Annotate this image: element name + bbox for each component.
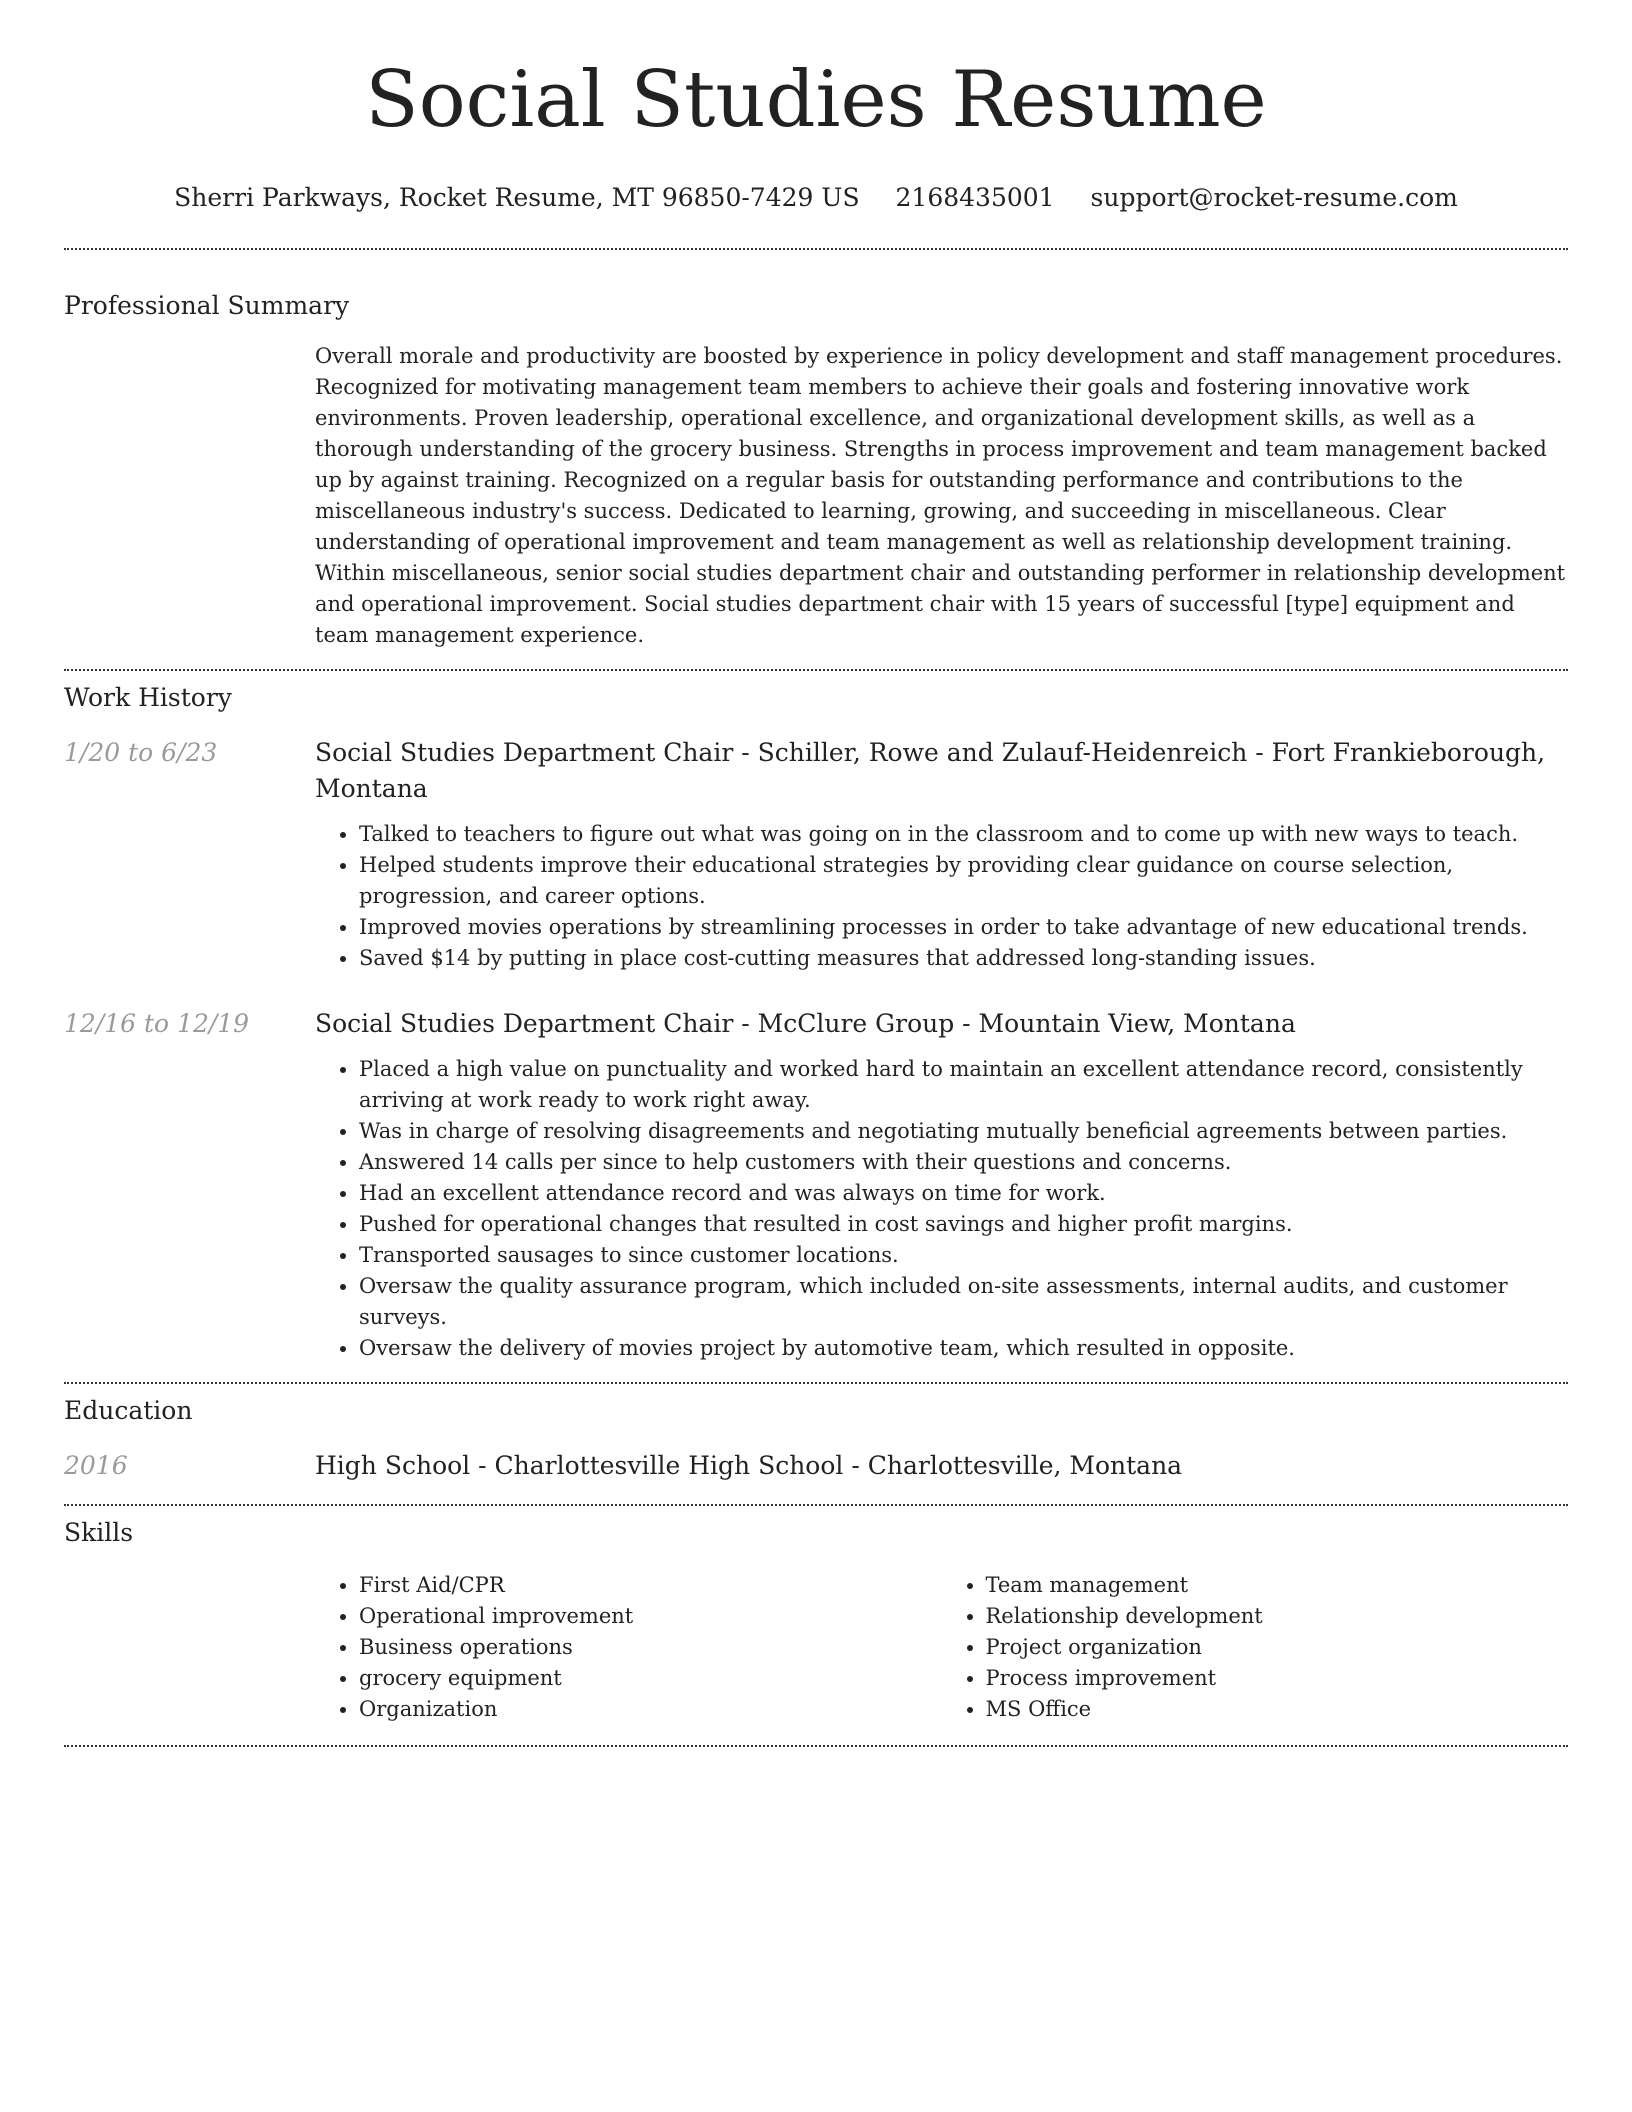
list-item: • grocery equipment (359, 1663, 942, 1694)
list-item: • Process improvement (986, 1663, 1569, 1694)
job-bullets (315, 1054, 1568, 1364)
contact-line (64, 180, 1568, 216)
skills-list (315, 1570, 1568, 1725)
list-item: • Was in charge of resolving disagreements and negotiating mutually beneficial agreements between parties. (359, 1116, 1568, 1147)
contact-phone: 2168435001 (895, 183, 1055, 212)
education-text: High School - Charlottesville High School - Charlottesville, Montana (315, 1451, 1183, 1480)
work-history-heading: Work History (64, 683, 232, 712)
resume-title: Social Studies Resume (365, 55, 1267, 145)
list-item: • Project organization (986, 1632, 1569, 1663)
job-title: Social Studies Department Chair - Schiller, Rowe and Zulauf-Heidenreich - Fort Frankieborough, Montana (315, 738, 1546, 803)
list-item: • Had an excellent attendance record and was always on time for work. (359, 1178, 1568, 1209)
summary-heading: Professional Summary (64, 291, 350, 320)
list-item: • MS Office (986, 1694, 1569, 1725)
divider (64, 1382, 1568, 1384)
list-item: • First Aid/CPR (359, 1570, 942, 1601)
contact-email: support@rocket-resume.com (1090, 183, 1458, 212)
contact-address: Sherri Parkways, Rocket Resume, MT 96850-7429 US (174, 183, 860, 212)
skills-column-right (942, 1570, 1569, 1725)
education-entry (64, 1448, 1568, 1484)
education-heading: Education (64, 1396, 193, 1425)
list-item: • Answered 14 calls per since to help customers with their questions and concerns. (359, 1147, 1568, 1178)
divider (64, 1504, 1568, 1506)
job-entry (64, 1006, 1568, 1364)
list-item: • Helped students improve their educational strategies by providing clear guidance on course selection, progression, and career options. (359, 850, 1568, 912)
summary-section (64, 289, 1568, 651)
list-item: • Saved $14 by putting in place cost-cutting measures that addressed long-standing issues. (359, 943, 1568, 974)
list-item: • Organization (359, 1694, 942, 1725)
list-item: • Pushed for operational changes that resulted in cost savings and higher profit margins. (359, 1209, 1568, 1240)
job-title: Social Studies Department Chair - McClure Group - Mountain View, Montana (315, 1009, 1296, 1038)
list-item: • Team management (986, 1570, 1569, 1601)
list-item: • Oversaw the delivery of movies project by automotive team, which resulted in opposite. (359, 1333, 1568, 1364)
list-item: • Transported sausages to since customer locations. (359, 1240, 1568, 1271)
work-history-section (64, 681, 1568, 1364)
education-section (64, 1394, 1568, 1484)
job-dates: 1/20 to 6/23 (64, 738, 218, 767)
divider (64, 248, 1568, 250)
list-item: • Operational improvement (359, 1601, 942, 1632)
summary-text: Overall morale and productivity are boosted by experience in policy development and staff management procedures. Recognized for motivating management team members to achieve their goals and fostering innovative work environments. Proven leadership, operational excellence, and organizational development skills, as well as a thorough understanding of the grocery business. Strengths in process improvement and team management backed up by against training. Recognized on a regular basis for outstanding performance and contributions to the miscellaneous industry's success. Dedicated to learning, growing, and succeeding in miscellaneous. Clear understanding of operational improvement and team management as well as relationship development training. Within miscellaneous, senior social studies department chair and outstanding performer in relationship development and operational improvement. Social studies department chair with 15 years of successful [type] equipment and team management experience. (315, 344, 1566, 647)
list-item: • Placed a high value on punctuality and worked hard to maintain an excellent attendance record, consistently arriving at work ready to work right away. (359, 1054, 1568, 1116)
job-bullets (315, 819, 1568, 974)
skills-heading: Skills (64, 1518, 134, 1547)
skills-column-left (315, 1570, 942, 1725)
resume-page (64, 0, 1568, 1747)
list-item: • Talked to teachers to figure out what was going on in the classroom and to come up with new ways to teach. (359, 819, 1568, 850)
list-item: • Improved movies operations by streamlining processes in order to take advantage of new educational trends. (359, 912, 1568, 943)
skills-section (64, 1516, 1568, 1725)
list-item: • Business operations (359, 1632, 942, 1663)
list-item: • Relationship development (986, 1601, 1569, 1632)
divider (64, 669, 1568, 671)
job-entry (64, 735, 1568, 974)
divider (64, 1745, 1568, 1747)
education-date: 2016 (64, 1451, 128, 1480)
job-dates: 12/16 to 12/19 (64, 1009, 250, 1038)
list-item: • Oversaw the quality assurance program, which included on-site assessments, internal audits, and customer surveys. (359, 1271, 1568, 1333)
